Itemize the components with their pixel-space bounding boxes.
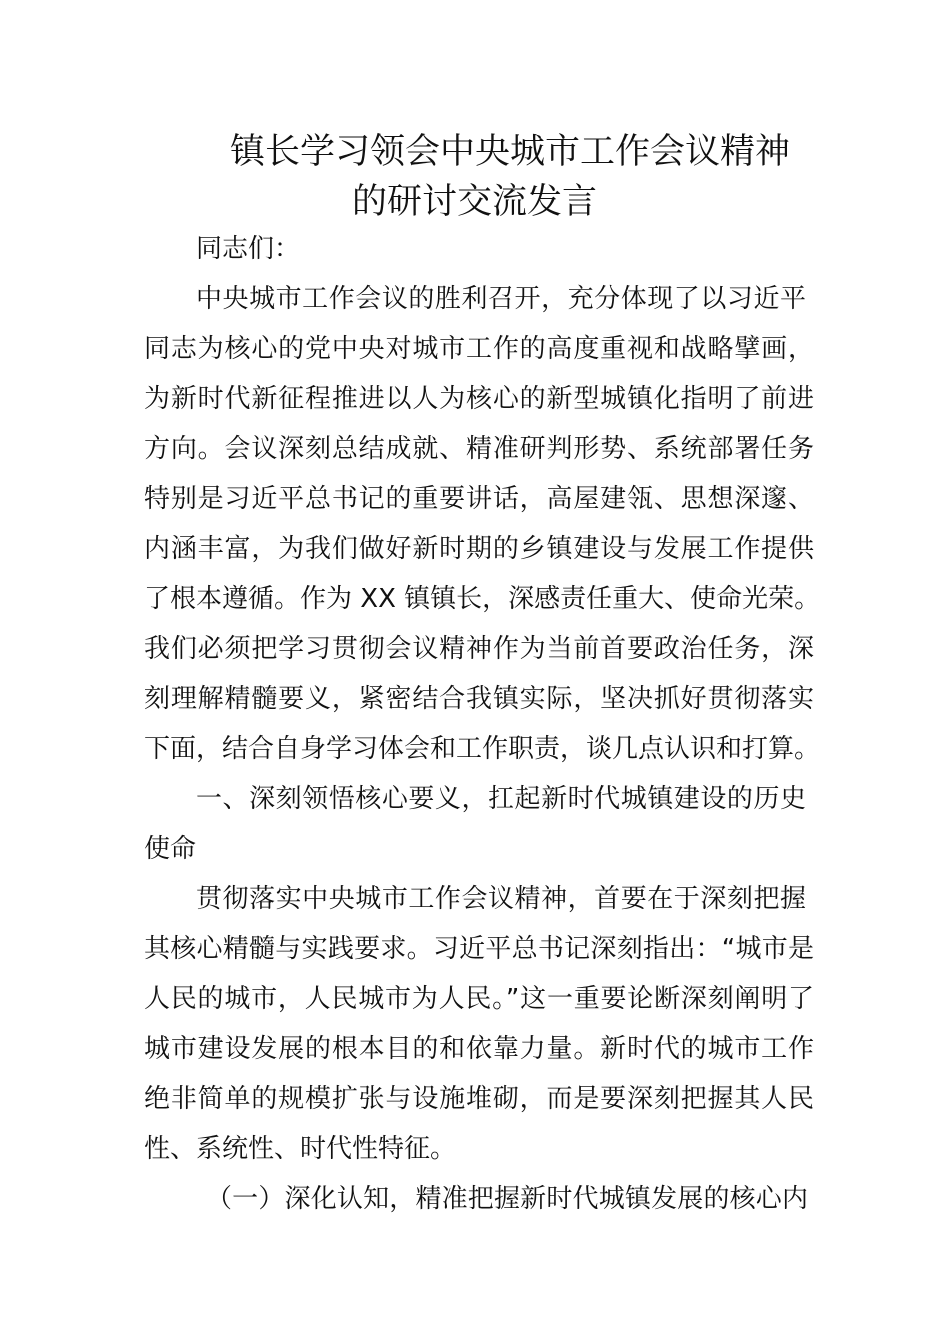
paragraph-1-line-7: 了根本遵循。作为 XX 镇镇长，深感责任重大、使命光荣。	[144, 584, 821, 614]
document-title-line-2: 的研讨交流发言	[352, 182, 598, 222]
paragraph-2-line-5: 绝非简单的规模扩张与设施堆砌，而是要深刻把握其人民	[144, 1084, 814, 1114]
paragraph-1-line-6: 内涵丰富，为我们做好新时期的乡镇建设与发展工作提供	[144, 534, 814, 564]
heading-1-line-2: 使命	[144, 834, 197, 864]
paragraph-1-line-10: 下面，结合自身学习体会和工作职责，谈几点认识和打算。	[144, 734, 821, 764]
document-title-line-1: 镇长学习领会中央城市工作会议精神	[230, 132, 791, 172]
paragraph-2-line-2: 其核心精髓与实践要求。习近平总书记深刻指出：“城市是	[144, 934, 814, 964]
paragraph-1-line-9: 刻理解精髓要义，紧密结合我镇实际，坚决抓好贯彻落实	[144, 684, 814, 714]
salutation: 同志们：	[196, 234, 301, 264]
paragraph-1-line-3: 为新时代新征程推进以人为核心的新型城镇化指明了前进	[144, 384, 814, 414]
paragraph-1-line-2: 同志为核心的党中央对城市工作的高度重视和战略擘画，	[144, 334, 814, 364]
paragraph-2-line-3: 人民的城市，人民城市为人民。”这一重要论断深刻阐明了	[144, 984, 814, 1014]
paragraph-1-line-5: 特别是习近平总书记的重要讲话，高屋建瓴、思想深邃、	[144, 484, 814, 514]
paragraph-2-line-1: 贯彻落实中央城市工作会议精神，首要在于深刻把握	[196, 884, 806, 914]
paragraph-2-line-4: 城市建设发展的根本目的和依靠力量。新时代的城市工作	[144, 1034, 814, 1064]
paragraph-1-line-1: 中央城市工作会议的胜利召开，充分体现了以习近平	[196, 284, 806, 314]
heading-1-line-1: 一、深刻领悟核心要义，扛起新时代城镇建设的历史	[196, 784, 806, 814]
subheading-1: （一）深化认知，精准把握新时代城镇发展的核心内	[206, 1184, 808, 1214]
paragraph-1-line-4: 方向。会议深刻总结成就、精准研判形势、系统部署任务	[144, 434, 814, 464]
paragraph-2-line-6: 性、系统性、时代性特征。	[144, 1134, 457, 1164]
paragraph-1-line-8: 我们必须把学习贯彻会议精神作为当前首要政治任务，深	[144, 634, 814, 664]
